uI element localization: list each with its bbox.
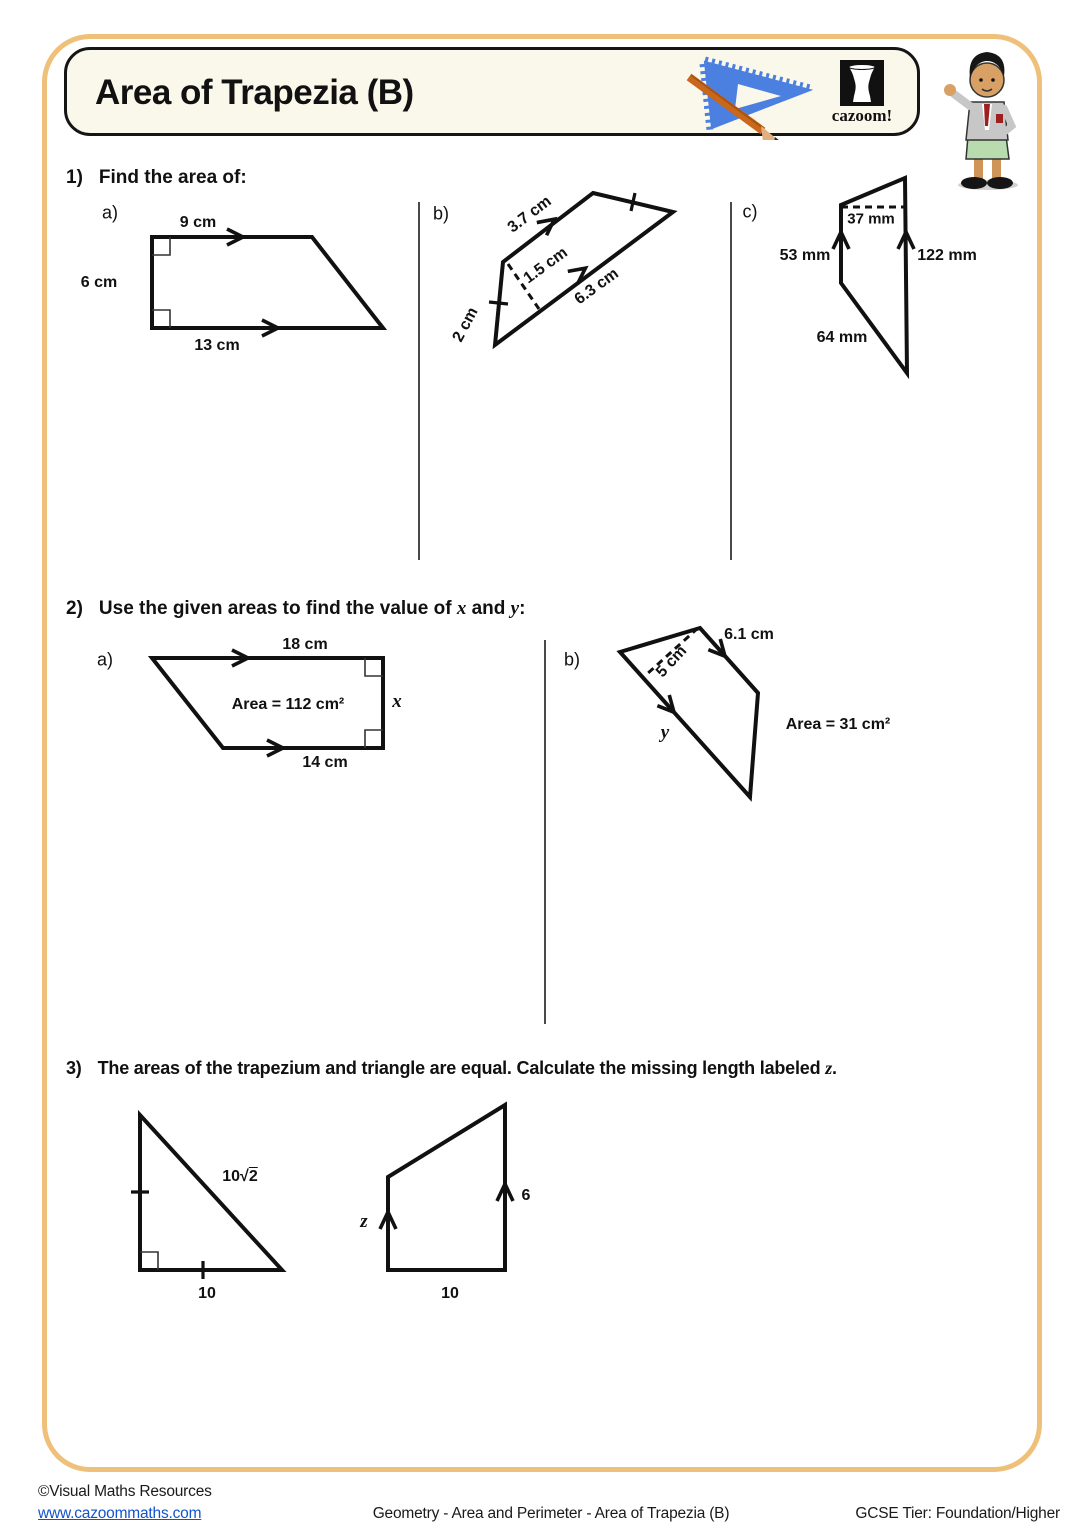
- q2b-part-label: b): [563, 649, 581, 670]
- q1a-trapezium-outline: [152, 237, 383, 328]
- q3-trapezium-left-label: z: [360, 1211, 368, 1232]
- q1c-bottom-label: 64 mm: [816, 329, 868, 346]
- radical-sign: √: [240, 1168, 249, 1185]
- mascot-hand: [944, 84, 956, 96]
- parallel-arrow: [568, 262, 590, 284]
- mascot-pocket-badge: [996, 114, 1003, 123]
- q1b-diagram: [440, 185, 710, 365]
- right-angle-mark: [152, 310, 170, 328]
- q1b-height-label: 1.5 cm: [520, 244, 571, 288]
- q1c-right-label: 122 mm: [917, 247, 977, 264]
- q1-heading: [66, 167, 247, 189]
- tick-mark: [489, 302, 508, 304]
- q3-heading: [66, 1058, 837, 1079]
- set-square-pencil-icon: [683, 50, 818, 140]
- q3-prompt-pre: The areas of the trapezium and triangle are equal. Calculate the missing length labeled: [97, 1058, 826, 1078]
- q1c-top-label: 37 mm: [847, 210, 895, 228]
- q2a-top-label: 18 cm: [282, 636, 328, 653]
- cazoom-logo: [838, 58, 886, 108]
- q1c-part-label: c): [742, 201, 758, 222]
- q2-number: 2): [66, 598, 83, 619]
- q2-prompt-pre: Use the given areas to find the value of: [98, 598, 457, 619]
- q1-number: 1): [66, 167, 83, 188]
- cazoom-drum-top: [849, 65, 875, 70]
- q1b-top-label: 3.7 cm: [504, 192, 555, 237]
- q3-prompt-z: z: [825, 1058, 833, 1078]
- q2-heading: [66, 598, 525, 620]
- q3-diagram: [100, 1090, 580, 1320]
- right-angle-mark: [152, 237, 170, 255]
- right-angle-mark: [140, 1252, 158, 1270]
- q2-prompt-end: :: [519, 598, 526, 619]
- right-angle-mark: [365, 730, 383, 748]
- q1-prompt: Find the area of:: [98, 167, 247, 188]
- q2a-bottom-label: 14 cm: [302, 754, 348, 771]
- q3-hypotenuse-label: [222, 1168, 257, 1186]
- q2b-area-label: Area = 31 cm²: [785, 716, 891, 733]
- footer-url-wrap: [38, 1505, 201, 1523]
- q1a-diagram: [90, 190, 410, 360]
- mascot-eye: [979, 78, 983, 82]
- footer-copyright: ©Visual Maths Resources: [38, 1483, 212, 1500]
- q1c-left-label: 53 mm: [779, 247, 831, 264]
- q2a-area-label: Area = 112 cm²: [231, 696, 345, 713]
- mascot-head: [970, 63, 1004, 97]
- q3-prompt-end: .: [832, 1058, 837, 1078]
- q3-triangle-base-label: 10: [198, 1285, 216, 1302]
- q3-trapezium-right-label: 6: [521, 1187, 531, 1204]
- q3-hyp-coef: 10: [222, 1168, 241, 1185]
- q2a-part-label: a): [96, 649, 114, 670]
- q2-prompt-and: and: [466, 598, 511, 619]
- q1b-part-label: b): [432, 203, 450, 224]
- tick-mark: [631, 193, 635, 211]
- q1b-bottom-label: 6.3 cm: [571, 265, 622, 309]
- q1b-left-label: 2 cm: [449, 304, 482, 345]
- q2-divider: [544, 640, 546, 1024]
- q3-triangle-outline: [140, 1115, 282, 1270]
- q2b-unknown-label: y: [660, 722, 670, 743]
- cazoom-logo-text: cazoom!: [831, 106, 893, 125]
- footer-center-text: Geometry - Area and Perimeter - Area of Trapezia (B): [372, 1505, 730, 1522]
- q2-prompt-x: x: [456, 598, 467, 619]
- q2b-height-label: 5 cm: [652, 642, 691, 681]
- q1c-diagram: [780, 165, 1030, 395]
- q2b-right-label: 6.1 cm: [724, 626, 774, 643]
- mascot-arm-waving: [954, 94, 970, 106]
- q3-number: 3): [66, 1058, 82, 1078]
- footer-tier-text: GCSE Tier: Foundation/Higher: [855, 1505, 1060, 1522]
- q1-divider-bc: [730, 202, 732, 560]
- q1a-top-label: 9 cm: [179, 214, 217, 231]
- right-angle-mark: [365, 658, 383, 676]
- q2-prompt-y: y: [510, 598, 520, 619]
- page-title: Area of Trapezia (B): [95, 73, 414, 112]
- q3-trapezium-outline: [388, 1105, 505, 1270]
- q2a-unknown-label: x: [392, 691, 402, 712]
- q1a-bottom-label: 13 cm: [194, 337, 240, 354]
- q1-divider-ab: [418, 202, 420, 560]
- footer-url-link[interactable]: www.cazoommaths.com: [38, 1505, 202, 1522]
- q3-hyp-radicand: 2: [248, 1168, 258, 1185]
- q1a-part-label: a): [101, 202, 119, 223]
- q3-trapezium-base-label: 10: [441, 1285, 459, 1302]
- mascot-eye: [991, 78, 995, 82]
- q1a-left-label: 6 cm: [80, 274, 118, 291]
